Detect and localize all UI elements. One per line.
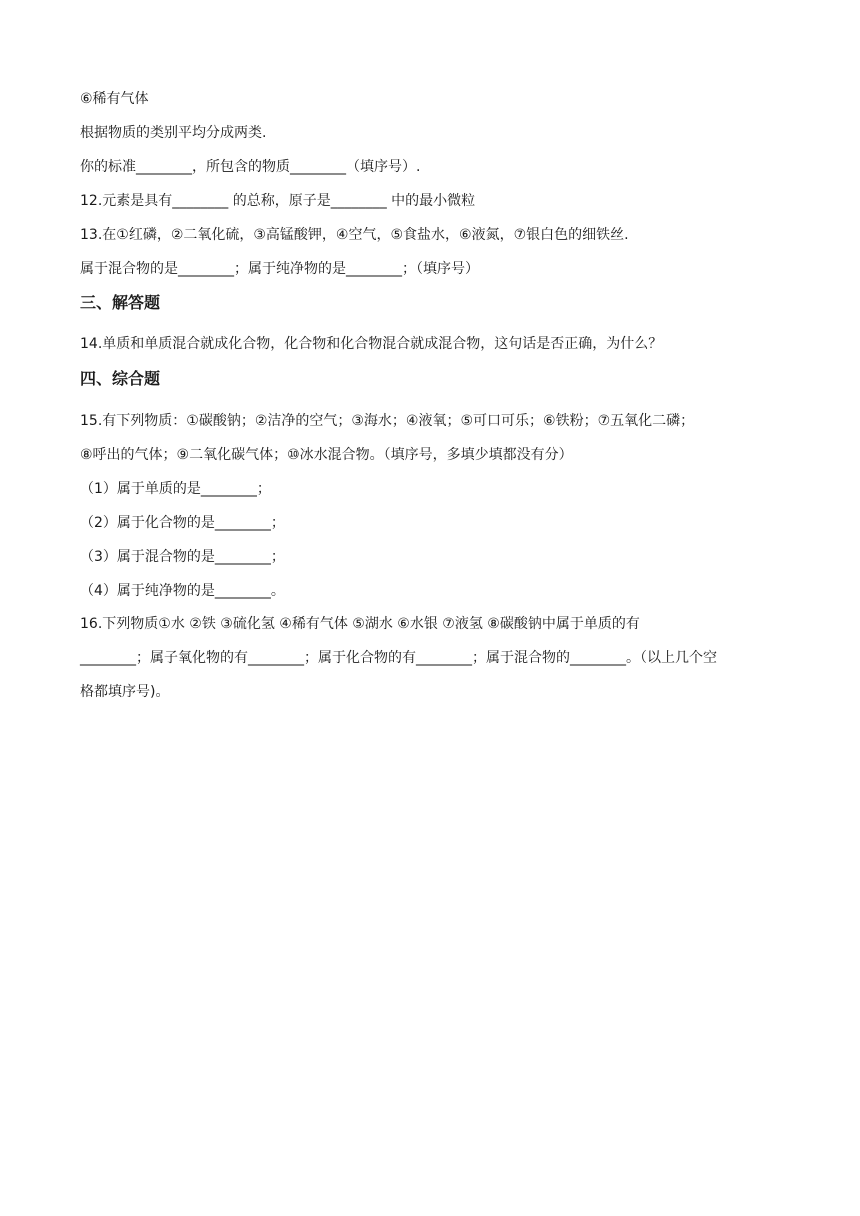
option-six-line: ⑥稀有气体 — [80, 91, 149, 107]
question-11-blank-line: 你的标准________，所包含的物质________（填序号）. — [80, 159, 421, 175]
question-13: 13.在①红磷，②二氧化硫，③高锰酸钾，④空气，⑤食盐水，⑥液氮，⑦银白色的细铁丝. — [80, 227, 629, 243]
instruction-line: 根据物质的类别平均分成两类. — [80, 125, 267, 141]
question-15-continued: ⑧呼出的气体；⑨二氧化碳气体；⑩冰水混合物。（填序号，多填少填都没有分） — [80, 447, 573, 463]
question-15-part-1: （1）属于单质的是________； — [80, 481, 271, 497]
question-16-end: 格都填序号)。 — [80, 684, 170, 700]
question-16: 16.下列物质①水 ②铁 ③硫化氢 ④稀有气体 ⑤湖水 ⑥水银 ⑦液氢 ⑧碳酸钠中属于单质的有 — [80, 616, 640, 632]
section-heading-4: 四、综合题 — [80, 369, 161, 388]
question-15-part-4: （4）属于纯净物的是________。 — [80, 583, 285, 599]
question-16-continued: ________；属子氧化物的有________；属于化合物的有________；属于混合物的________。（以上几个空 — [80, 650, 717, 666]
question-14: 14.单质和单质混合就成化合物，化合物和化合物混合就成混合物，这句话是否正确，为什么？ — [80, 336, 663, 352]
question-15-part-3: （3）属于混合物的是________； — [80, 549, 285, 565]
question-15-part-2: （2）属于化合物的是________； — [80, 515, 285, 531]
question-12: 12.元素是具有________ 的总称，原子是________ 中的最小微粒 — [80, 193, 476, 209]
section-heading-3: 三、解答题 — [80, 293, 161, 312]
question-13-blanks: 属于混合物的是________；属于纯净物的是________；（填序号） — [80, 261, 479, 277]
question-15: 15.有下列物质：①碳酸钠；②洁净的空气；③海水；④液氧；⑤可口可乐；⑥铁粉；⑦五氧化二磷； — [80, 413, 695, 429]
